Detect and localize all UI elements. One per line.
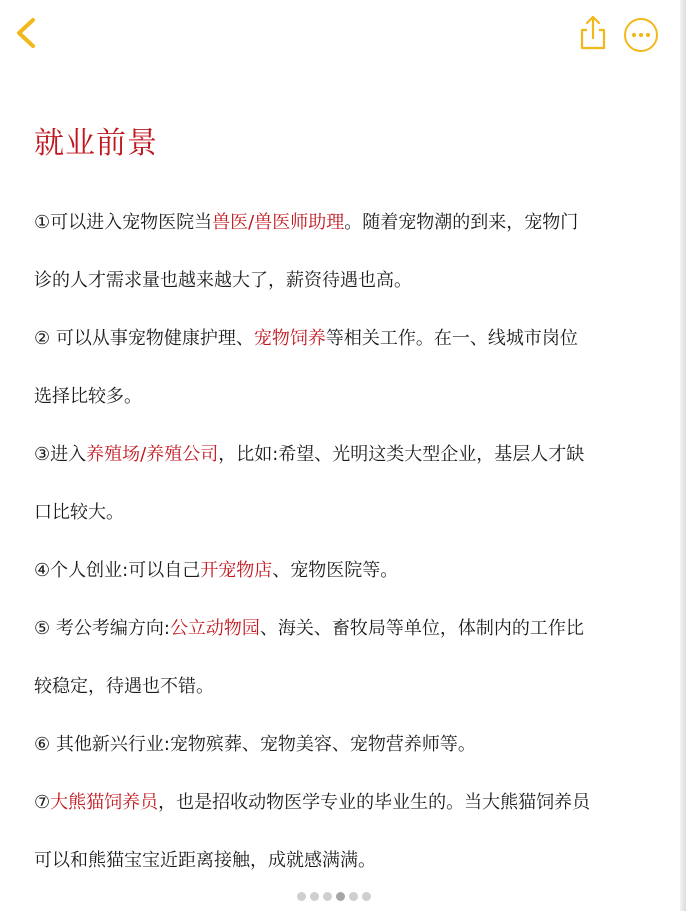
body-text: ⑤ 考公考编方向: — [34, 618, 170, 639]
more-horizontal-icon — [622, 16, 660, 54]
article-body — [34, 194, 640, 890]
body-text: ，也是招收动物医学专业的毕业生的。当大熊猫饲养员 — [158, 792, 591, 813]
page-dot[interactable] — [297, 892, 306, 901]
article-line — [34, 658, 640, 716]
share-button[interactable] — [576, 12, 610, 54]
article-line — [34, 716, 640, 774]
highlight-text: 养殖场/养殖公司 — [86, 444, 219, 465]
body-text: 诊的人才需求量也越来越大了，薪资待遇也高。 — [34, 270, 412, 291]
article-line — [34, 252, 640, 310]
page-dot[interactable] — [362, 892, 371, 901]
body-text: ③进入 — [34, 444, 87, 465]
page-dot[interactable] — [310, 892, 319, 901]
body-text: ⑦ — [34, 792, 51, 813]
page-dot[interactable] — [323, 892, 332, 901]
body-text: ，比如:希望、光明这类大型企业，基层人才缺 — [218, 444, 585, 465]
article-line — [34, 774, 640, 832]
body-text: 等相关工作。在一、线城市岗位 — [325, 328, 578, 349]
article-line — [34, 368, 640, 426]
article-line — [34, 542, 640, 600]
highlight-text: 兽医/兽医师助理 — [212, 212, 345, 233]
highlight-text: 宠物饲养 — [253, 328, 326, 349]
body-text: ② 可以从事宠物健康护理、 — [34, 328, 254, 349]
body-text: ⑥ 其他新兴行业:宠物殡葬、宠物美容、宠物营养师等。 — [34, 734, 476, 755]
body-text: 、宠物医院等。 — [272, 560, 399, 581]
more-button[interactable] — [622, 16, 660, 54]
body-text: 较稳定，待遇也不错。 — [34, 676, 214, 697]
body-text: 选择比较多。 — [34, 386, 142, 407]
chevron-left-icon — [8, 12, 44, 54]
top-nav-bar — [0, 0, 680, 70]
highlight-text: 开宠物店 — [200, 560, 273, 581]
article-title: 就业前景 — [34, 126, 158, 161]
body-text: ①可以进入宠物医院当 — [34, 212, 213, 233]
page-dot[interactable] — [336, 892, 345, 901]
body-text: 。随着宠物潮的到来，宠物门 — [344, 212, 579, 233]
body-text: 可以和熊猫宝宝近距离接触，成就感满满。 — [34, 850, 376, 871]
page-dot[interactable] — [349, 892, 358, 901]
page-edge — [680, 0, 686, 911]
body-text: 口比较大。 — [34, 502, 124, 523]
page-indicator — [297, 889, 377, 903]
article-line — [34, 426, 640, 484]
highlight-text: 大熊猫饲养员 — [50, 792, 159, 813]
highlight-text: 公立动物园 — [169, 618, 260, 639]
article-line — [34, 484, 640, 542]
share-icon — [576, 12, 610, 54]
body-text: 、海关、畜牧局等单位，体制内的工作比 — [259, 618, 584, 639]
article-line — [34, 310, 640, 368]
article-line — [34, 194, 640, 252]
article-line — [34, 600, 640, 658]
body-text: ④个人创业:可以自己 — [34, 560, 201, 581]
article-line — [34, 832, 640, 890]
back-button[interactable] — [8, 12, 44, 54]
